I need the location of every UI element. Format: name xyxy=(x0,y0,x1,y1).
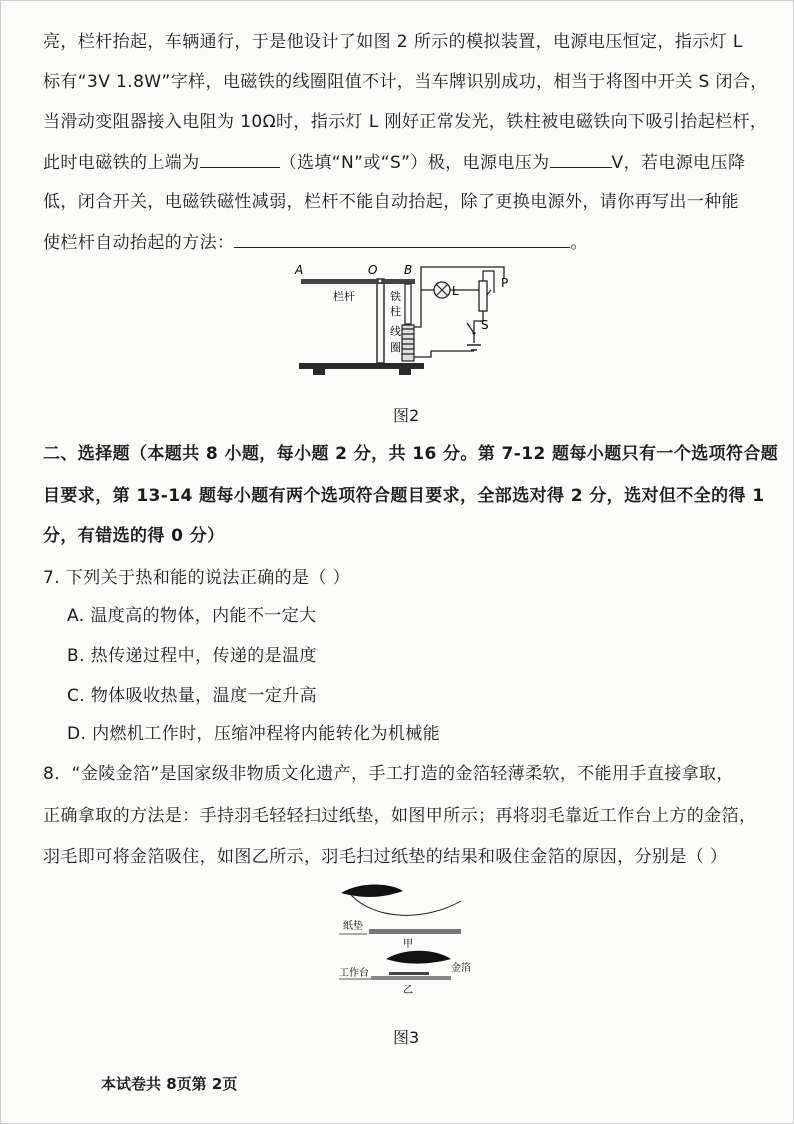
gold-foil xyxy=(389,972,429,975)
lever-bar xyxy=(301,279,415,284)
figure-3-caption: 图3 xyxy=(393,1028,420,1047)
q7-option-a[interactable]: A. 温度高的物体，内能不一定大 xyxy=(67,606,317,626)
q8-line-3: 羽毛即可将金箔吸住，如图乙所示，羽毛扫过纸垫的结果和吸住金箔的原因，分别是（ ） xyxy=(43,847,728,867)
label-s: S xyxy=(481,318,489,332)
pivot-o xyxy=(378,279,382,283)
paragraph-line-4 xyxy=(43,151,745,174)
q7-stem: 7. 下列关于热和能的说法正确的是（ ） xyxy=(43,568,351,588)
section-2-line-2: 目要求，第 13-14 题每小题有两个选项符合题目要求，全部选对得 2 分，选对但不全的得 1 xyxy=(43,486,765,506)
circuit-wire-bottom xyxy=(414,351,474,357)
figure-3-diagram xyxy=(331,881,481,1001)
label-workbench: 工作台 xyxy=(339,968,369,979)
paragraph-line-3: 当滑动变阻器接入电阻为 10Ω时，指示灯 L 刚好正常发光，铁柱被电磁铁向下吸引抬起栏杆， xyxy=(43,112,768,132)
label-a: A xyxy=(295,263,304,277)
q8-line-1: 8．“金陵金箔”是国家级非物质文化遗产，手工打造的金箔轻薄柔软，不能用手直接拿取， xyxy=(43,764,734,784)
rheostat-icon xyxy=(479,281,487,311)
battery-icon xyxy=(467,345,481,350)
section-2-line-3: 分，有错选的得 0 分） xyxy=(43,526,225,546)
feather-jia-icon xyxy=(341,885,403,897)
label-o: O xyxy=(368,263,378,277)
pole-answer-blank[interactable] xyxy=(200,151,280,168)
electromagnet-coil xyxy=(402,325,414,361)
q7-option-c[interactable]: C. 物体吸收热量，温度一定升高 xyxy=(67,686,318,706)
page-footer: 本试卷共 8页第 2页 xyxy=(101,1075,238,1093)
switch-s-icon xyxy=(467,323,474,333)
figure-2-diagram xyxy=(291,259,521,387)
paragraph-line-5: 低，闭合开关，电磁铁磁性减弱，栏杆不能自动抬起，除了更换电源外，请你再写出一种能 xyxy=(43,192,739,212)
label-gold-foil: 金箔 xyxy=(451,963,471,974)
base-foot-right xyxy=(399,369,411,375)
workbench xyxy=(371,976,451,980)
base-platform xyxy=(299,363,424,369)
paragraph-line-6 xyxy=(43,231,588,254)
line4-part-c: V，若电源电压降 xyxy=(611,153,746,173)
base-foot-left xyxy=(313,369,325,375)
voltage-answer-blank[interactable] xyxy=(550,151,612,168)
label-coil-2: 圈 xyxy=(390,341,401,354)
label-b: B xyxy=(404,263,413,277)
label-paper-pad: 纸垫 xyxy=(343,921,363,932)
lamp-wire xyxy=(421,281,434,299)
label-coil-1: 线 xyxy=(390,325,401,338)
paragraph-line-1: 亮，栏杆抬起，车辆通行，于是他设计了如图 2 所示的模拟装置，电源电压恒定，指示灯 L xyxy=(43,32,743,52)
lamp-cross xyxy=(437,285,448,296)
support-post xyxy=(377,279,384,363)
line4-part-b: （选填“N”或“S”）极，电源电压为 xyxy=(279,153,550,173)
label-yi: 乙 xyxy=(403,985,413,996)
feather-yi-icon xyxy=(386,951,451,964)
q8-line-2: 正确拿取的方法是：手持羽毛轻轻扫过纸垫，如图甲所示；再将羽毛靠近工作台上方的金箔， xyxy=(43,806,757,826)
method-answer-blank[interactable] xyxy=(234,231,570,248)
line4-part-a: 此时电磁铁的上端为 xyxy=(43,153,200,173)
feather-sweep-curve xyxy=(351,895,461,915)
iron-rod xyxy=(405,284,411,324)
label-bar: 栏杆 xyxy=(333,290,355,303)
q7-option-d[interactable]: D. 内燃机工作时，压缩冲程将内能转化为机械能 xyxy=(67,724,441,744)
label-l: L xyxy=(452,284,459,298)
section-2-line-1: 二、选择题（本题共 8 小题，每小题 2 分，共 16 分。第 7-12 题每小题只有一个选项符合题 xyxy=(43,444,779,464)
figure-2-caption: 图2 xyxy=(393,406,420,425)
label-iron-1: 铁 xyxy=(390,290,401,303)
label-jia: 甲 xyxy=(403,939,413,950)
label-iron-2: 柱 xyxy=(390,305,401,318)
q7-option-b[interactable]: B. 热传递过程中，传递的是温度 xyxy=(67,646,317,666)
paper-pad xyxy=(369,929,461,934)
label-p: P xyxy=(501,276,509,290)
circuit-wire-top xyxy=(414,267,504,327)
line6-part-a: 使栏杆自动抬起的方法： xyxy=(43,233,235,253)
paragraph-line-2: 标有“3V 1.8W”字样，电磁铁的线圈阻值不计，当车牌识别成功，相当于将图中开关 S 闭合， xyxy=(43,72,768,92)
line6-end: 。 xyxy=(570,233,588,253)
